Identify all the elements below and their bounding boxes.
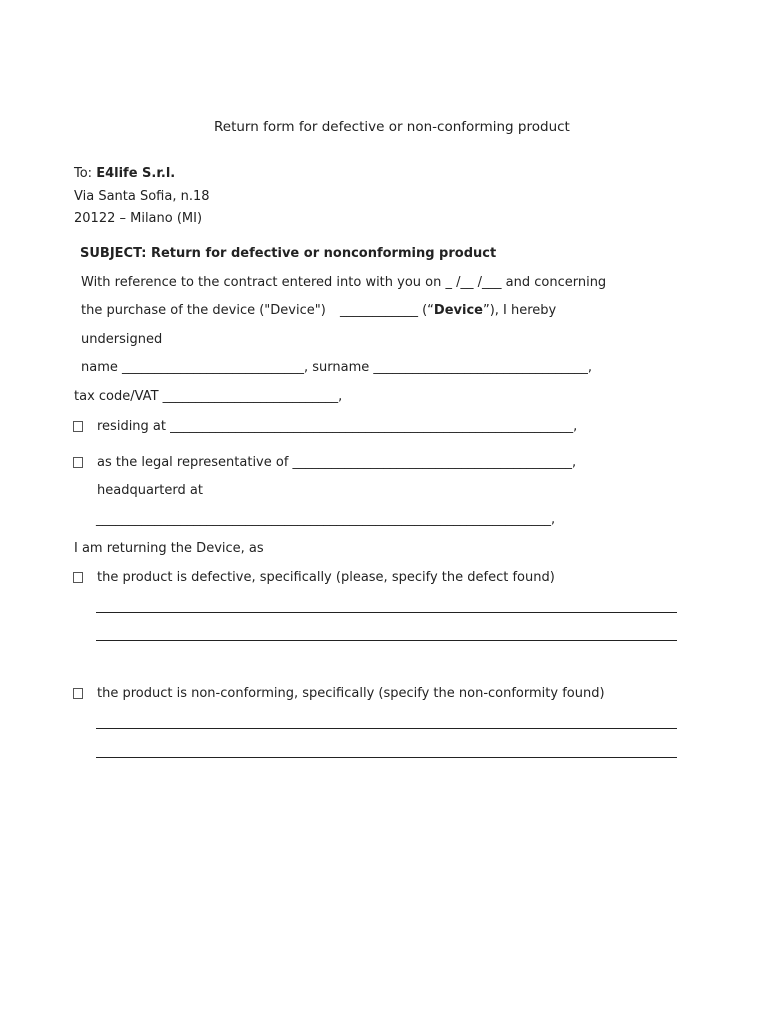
non-conforming-reason: the product is non-conforming, specifically (specify the non-conformity found) [97,686,605,701]
defective-checkbox[interactable] [73,572,83,583]
defective-reason: the product is defective, specifically (please, specify the defect found) [97,570,555,585]
non-conforming-answer-line-1 [96,728,677,729]
headquarters-label: headquarterd at [97,483,203,498]
legal-rep-line: as the legal representative of ___________________________________________, [97,455,577,470]
undersigned-line: undersigned [81,332,163,347]
device-line [81,303,556,319]
name-surname-line: name ____________________________, surname _________________________________, [81,360,593,375]
defective-answer-line-2 [96,640,677,641]
non-conforming-answer-line-2 [96,757,677,758]
contract-reference-line: With reference to the contract entered into with you on _ /__ /___ and concerning [81,275,607,290]
form-title: Return form for defective or non-conforming product [214,119,570,135]
non-conforming-checkbox[interactable] [73,688,83,699]
defective-answer-line-1 [96,612,677,613]
recipient-line [74,166,175,182]
device-blank: ____________ [339,303,418,318]
company-name: E4life S.r.l. [96,166,176,181]
device-open-quote: (“ [422,303,434,318]
address-line-1: Via Santa Sofia, n.18 [74,189,210,204]
residing-checkbox[interactable] [73,421,83,432]
address-line-2: 20122 – Milano (MI) [74,211,203,226]
device-text: the purchase of the device ("Device") [81,303,326,318]
device-close: ”), I hereby [482,303,557,318]
headquarters-fill-line: ______________________________________________________________________, [96,512,556,527]
tax-code-line: tax code/VAT ___________________________, [74,389,343,404]
device-bold: Device [433,303,483,318]
residing-line: residing at ______________________________________________________________, [97,419,578,434]
subject-line: SUBJECT: Return for defective or nonconforming product [80,246,497,261]
returning-line: I am returning the Device, as [74,541,264,556]
to-label: To: [74,166,93,181]
legal-rep-checkbox[interactable] [73,457,83,468]
